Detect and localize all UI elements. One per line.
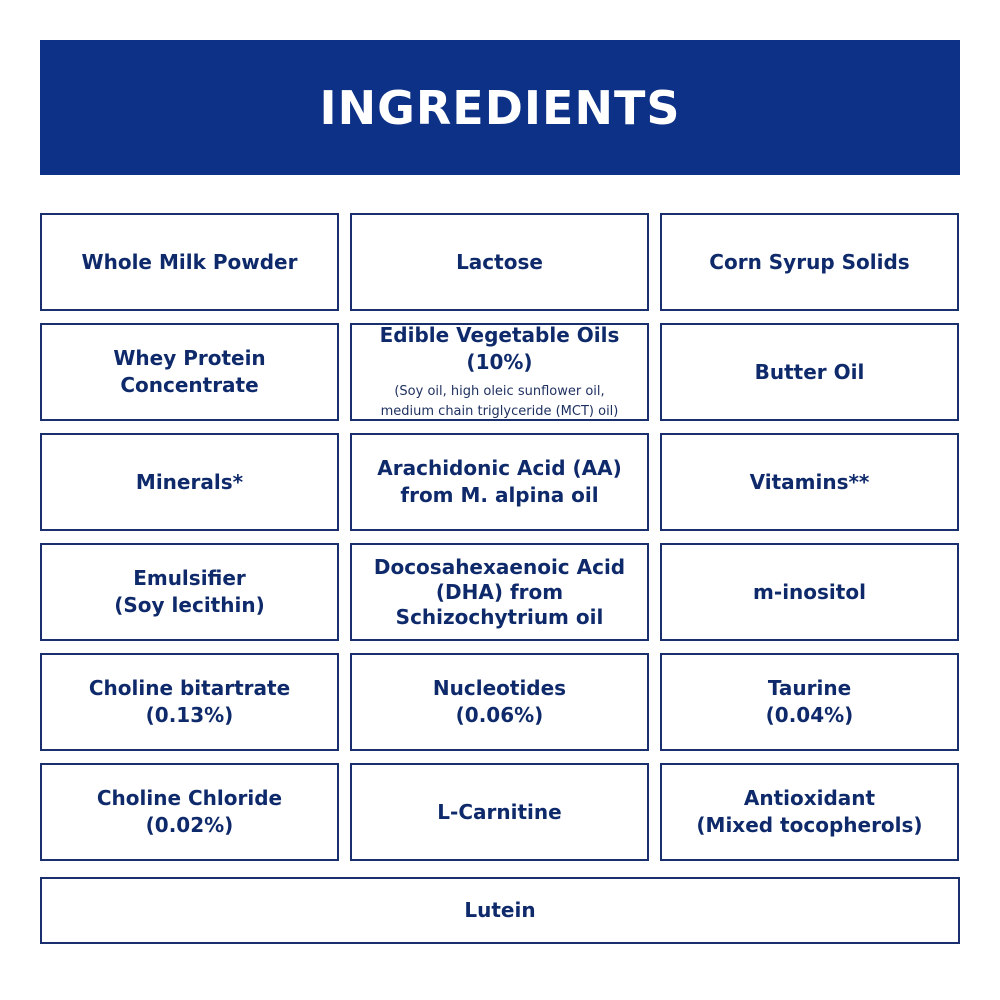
page-title: INGREDIENTS [319, 80, 681, 135]
ingredient-label: m-inositol [753, 579, 866, 604]
ingredient-cell [40, 653, 339, 751]
ingredient-label: L-Carnitine [437, 799, 562, 824]
ingredient-note: (Soy oil, high oleic sunflower oil, medium chain triglyceride (MCT) oil) [380, 384, 619, 419]
ingredient-cell [660, 763, 959, 861]
ingredient-cell [40, 213, 339, 311]
ingredient-cell [660, 323, 959, 421]
ingredient-label: Whole Milk Powder [81, 249, 298, 274]
ingredient-cell [40, 543, 339, 641]
ingredient-label: Nucleotides (0.06%) [432, 676, 567, 727]
ingredient-cell [350, 653, 649, 751]
ingredient-label: Vitamins** [749, 469, 870, 494]
ingredient-label: Corn Syrup Solids [709, 249, 910, 274]
ingredient-label: Lactose [456, 249, 543, 274]
ingredient-cell [350, 213, 649, 311]
ingredient-label: Taurine (0.04%) [765, 676, 854, 727]
ingredient-label: Butter Oil [754, 359, 865, 384]
ingredient-cell [40, 763, 339, 861]
ingredient-cell [350, 433, 649, 531]
ingredient-label: Lutein [464, 898, 536, 922]
ingredient-label: Choline Chloride (0.02%) [96, 786, 283, 837]
ingredient-label: Antioxidant (Mixed tocopherols) [696, 786, 923, 837]
ingredient-cell [40, 433, 339, 531]
ingredient-cell [350, 543, 649, 641]
ingredients-banner [40, 40, 960, 175]
ingredient-label: Docosahexaenoic Acid (DHA) from Schizochytrium oil [373, 554, 626, 629]
ingredient-cell [40, 323, 339, 421]
ingredient-label: Whey Protein Concentrate [113, 346, 266, 397]
ingredient-cell [660, 653, 959, 751]
ingredient-label: Arachidonic Acid (AA) from M. alpina oil [377, 456, 622, 507]
ingredient-label: Emulsifier (Soy lecithin) [114, 566, 265, 617]
ingredient-cell [660, 433, 959, 531]
ingredient-cell-lutein [40, 877, 960, 944]
ingredient-label: Choline bitartrate (0.13%) [88, 676, 291, 727]
ingredient-cell [660, 213, 959, 311]
ingredient-cell [350, 323, 649, 421]
ingredients-grid [40, 213, 960, 861]
ingredient-label: Minerals* [135, 469, 244, 494]
ingredient-label: Edible Vegetable Oils (10%) [379, 323, 620, 374]
ingredient-cell [350, 763, 649, 861]
ingredient-cell [660, 543, 959, 641]
